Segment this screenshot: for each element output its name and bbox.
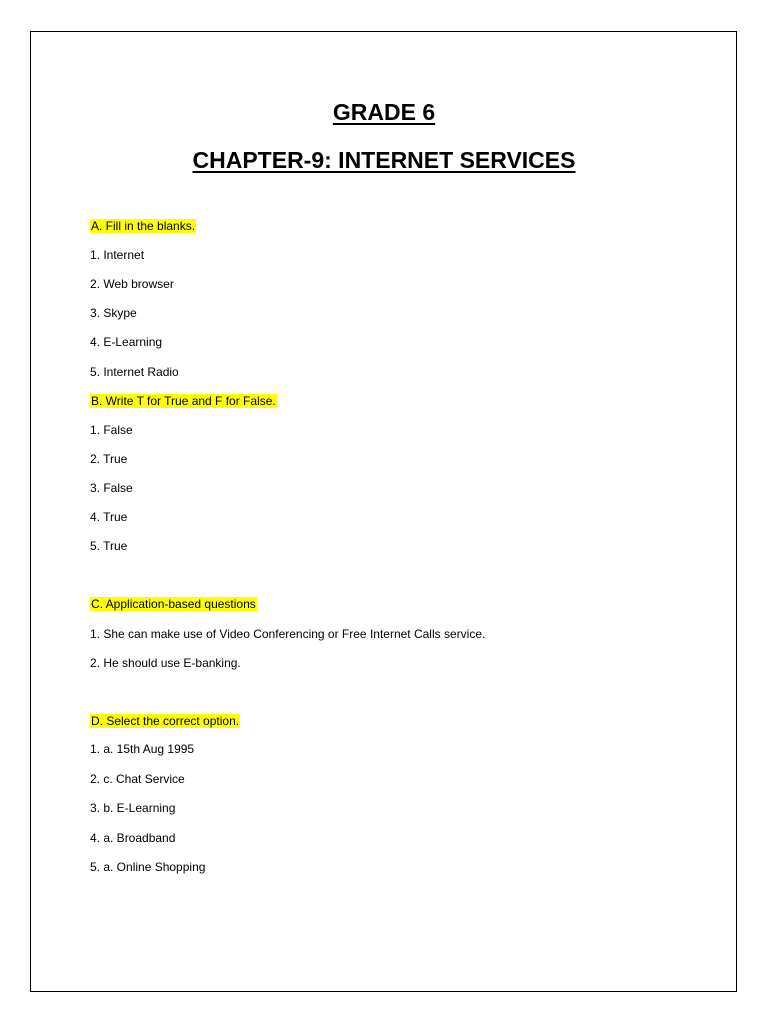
section-a-heading: A. Fill in the blanks. bbox=[91, 219, 196, 233]
section-d-item-4: 4. a. Broadband bbox=[90, 831, 176, 845]
section-d-item-1: 1. a. 15th Aug 1995 bbox=[90, 742, 195, 756]
section-a-heading-line bbox=[90, 218, 196, 234]
section-a-item-1: 1. Internet bbox=[90, 248, 145, 262]
section-b-heading-line bbox=[90, 393, 277, 409]
section-b-item-4: 4. True bbox=[90, 510, 128, 524]
section-b-item-2: 2. True bbox=[90, 452, 128, 466]
section-d-item-5: 5. a. Online Shopping bbox=[90, 860, 206, 874]
section-d-heading: D. Select the correct option. bbox=[91, 714, 240, 728]
section-c-item-2: 2. He should use E-banking. bbox=[90, 656, 241, 670]
section-b-heading: B. Write T for True and F for False. bbox=[91, 394, 276, 408]
section-d-item-2: 2. c. Chat Service bbox=[90, 772, 185, 786]
section-d-heading-line bbox=[90, 713, 240, 729]
section-a-item-5: 5. Internet Radio bbox=[90, 365, 179, 379]
section-b-item-3: 3. False bbox=[90, 481, 133, 495]
chapter-title: CHAPTER-9: INTERNET SERVICES bbox=[192, 147, 576, 173]
section-a-item-2: 2. Web browser bbox=[90, 277, 174, 291]
section-d-item-3: 3. b. E-Learning bbox=[90, 801, 176, 815]
section-c-heading-line bbox=[90, 596, 257, 612]
section-c-item-1: 1. She can make use of Video Conferencing or Free Internet Calls service. bbox=[90, 627, 486, 641]
section-b-item-5: 5. True bbox=[90, 539, 128, 553]
page-border bbox=[30, 31, 737, 992]
section-c-heading: C. Application-based questions bbox=[91, 597, 256, 611]
section-a-item-4: 4. E-Learning bbox=[90, 335, 163, 349]
grade-title: GRADE 6 bbox=[332, 99, 436, 125]
section-b-item-1: 1. False bbox=[90, 423, 133, 437]
section-a-item-3: 3. Skype bbox=[90, 306, 137, 320]
